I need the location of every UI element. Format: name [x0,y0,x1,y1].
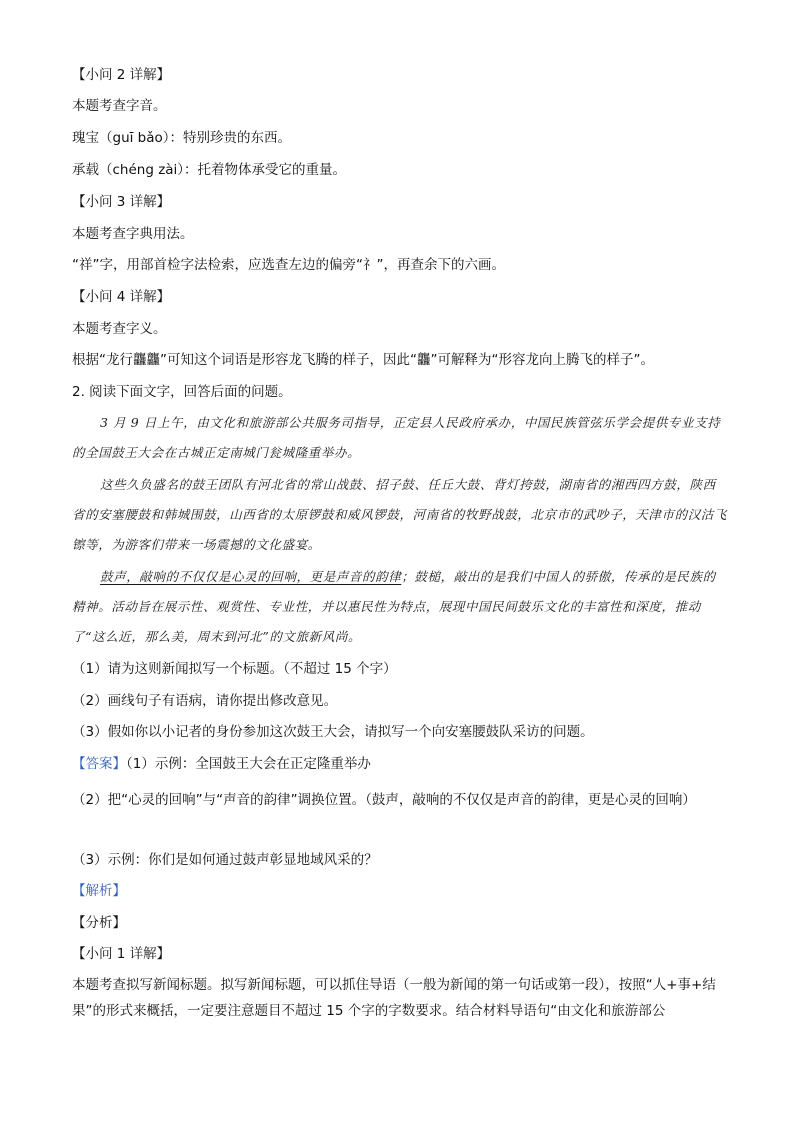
subquestion-2-intro: 本题考查字音。 [72,98,167,114]
underlined-sentence: 鼓声，敲响的不仅仅是心灵的回响，更是声音的韵律 [100,569,402,584]
question-2-title: 2. 阅读下面文字，回答后面的问题。 [72,384,292,400]
subquestion-3-intro: 本题考查字典用法。 [72,226,194,242]
answer-label: 【答案】 [72,756,126,772]
analysis-subquestion-1-heading: 【小问 1 详解】 [72,946,171,962]
answer-2: （2）把“心灵的回响”与“声音的韵律”调换位置。（鼓声，敲响的不仅仅是声音的韵律，更是心灵的回响） [72,792,696,808]
subquestion-3-heading: 【小问 3 详解】 [72,194,171,210]
passage-paragraph-3-rest: ；鼓槌，敲出的是我们中国人的骄傲，传承的是民族的精神。活动旨在展示性、观赏性、专业性，并以惠民性为特点，展现中国民间鼓乐文化的丰富性和深度，推动了“这么近，那么美，周末到河北”的文旅新风尚。 [72,569,716,644]
passage-paragraph-3 [72,562,728,652]
pronunciation-item-1: 瑰宝（guī bǎo）：特别珍贵的东西。 [72,130,292,146]
pronunciation-item-2: 承载（chéng zài）：托着物体承受它的重量。 [72,162,347,178]
subquestion-4-intro: 本题考查字义。 [72,321,167,337]
subquestion-4-body: 根据“龙行龘龘”可知这个词语是形容龙飞腾的样子，因此“龘”可解释为“形容龙向上腾飞的样子”。 [72,352,654,368]
subquestion-3-body: “祥”字，用部首检字法检索，应选查左边的偏旁“礻”，再查余下的六画。 [72,257,505,273]
question-3: （3）假如你以小记者的身份参加这次鼓王大会，请拟写一个向安塞腰鼓队采访的问题。 [72,724,594,740]
passage-paragraph-2: 这些久负盛名的鼓王团队有河北省的常山战鼓、招子鼓、任丘大鼓、背灯挎鼓，湖南省的湘西四方鼓，陕西省的安塞腰鼓和韩城围鼓，山西省的太原锣鼓和威风锣鼓，河南省的牧野战鼓，北京市的武吵子，天津市的汉沽飞镲等，为游客们带来一场震撼的文化盛宴。 [72,477,728,552]
analysis-label: 【解析】 [72,883,126,899]
subquestion-4-heading: 【小问 4 详解】 [72,289,171,305]
passage-paragraph-1: 3 月 9 日上午，由文化和旅游部公共服务司指导，正定县人民政府承办，中国民族管弦乐学会提供专业支持的全国鼓王大会在古城正定南城门瓮城隆重举办。 [72,415,721,460]
answer-1: （1）示例：全国鼓王大会在正定隆重举办 [126,756,371,772]
analysis-body: 本题考查拟写新闻标题。拟写新闻标题，可以抓住导语（一般为新闻的第一句话或第一段），按照“人+事+结果”的形式来概括，一定要注意题目不超过 15 个字的字数要求。结合材料导语句“由文化和旅游部公 [72,977,716,1019]
answer-line-1 [72,755,732,773]
question-1: （1）请为这则新闻拟写一个标题。（不超过 15 个字） [72,661,397,677]
subquestion-2-heading: 【小问 2 详解】 [72,67,171,83]
analysis-fenxi: 【分析】 [72,915,126,931]
question-2: （2）画线句子有语病，请你提出修改意见。 [72,693,338,709]
answer-3: （3）示例：你们是如何通过鼓声彰显地域风采的？ [72,852,378,868]
